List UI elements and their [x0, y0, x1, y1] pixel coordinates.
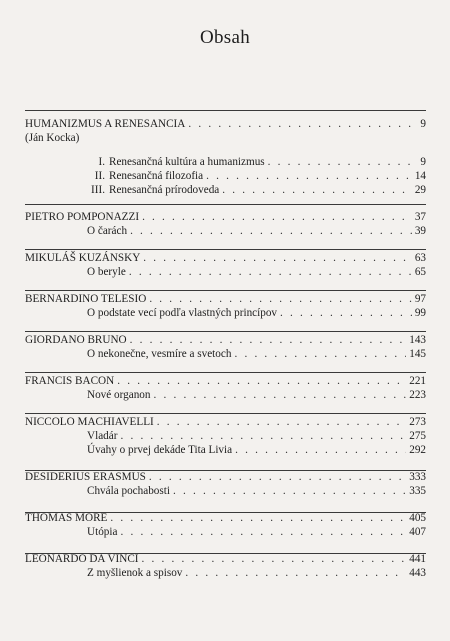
- toc-item-label: O čarách: [87, 225, 128, 237]
- toc-item[interactable]: [25, 347, 426, 361]
- page-number: 223: [409, 389, 426, 401]
- toc-section: [25, 374, 426, 402]
- dot-leader: [130, 333, 407, 347]
- toc-heading: HUMANIZMUS A RENESANCIA: [25, 118, 186, 130]
- dot-leader: [206, 169, 412, 183]
- toc-heading-entry[interactable]: [25, 292, 426, 306]
- page-number: 63: [414, 252, 426, 264]
- toc-heading: THOMAS MORE: [25, 512, 108, 524]
- page-title: Obsah: [199, 27, 251, 48]
- page-number: 145: [409, 348, 426, 360]
- toc-heading: LEONARDO DA VINCI: [25, 553, 139, 565]
- toc-section: [25, 552, 426, 580]
- dot-leader: [120, 525, 406, 539]
- section-rule: [25, 290, 426, 291]
- toc-heading-entry[interactable]: [25, 552, 426, 566]
- roman-numeral: III.: [91, 184, 105, 196]
- page-number: 333: [409, 471, 426, 483]
- toc-item-label: O beryle: [87, 266, 126, 278]
- dot-leader: [149, 292, 412, 306]
- toc-item[interactable]: [25, 484, 426, 498]
- page-number: 273: [409, 416, 426, 428]
- dot-leader: [117, 374, 406, 388]
- page-number: 405: [409, 512, 426, 524]
- toc-item[interactable]: [25, 224, 426, 238]
- dot-leader: [234, 347, 406, 361]
- section-rule: [25, 470, 426, 471]
- dot-leader: [142, 210, 412, 224]
- dot-leader: [142, 552, 407, 566]
- toc-section: [25, 210, 426, 238]
- toc-item[interactable]: [25, 265, 426, 279]
- toc-section: [25, 415, 426, 457]
- page-number: 275: [409, 430, 426, 442]
- toc-item-label: Renesančná prírodoveda: [109, 184, 220, 196]
- page-number: 65: [414, 266, 426, 278]
- page-number: 407: [409, 526, 426, 538]
- page-number: 14: [414, 170, 426, 182]
- dot-leader: [143, 251, 412, 265]
- toc-item[interactable]: [25, 155, 426, 169]
- dot-leader: [268, 155, 418, 169]
- page-number: 9: [420, 156, 426, 168]
- section-rule: [25, 372, 426, 373]
- dot-leader: [110, 511, 406, 525]
- toc-item[interactable]: [25, 169, 426, 183]
- page-number: 29: [414, 184, 426, 196]
- dot-leader: [173, 484, 406, 498]
- section-rule: [25, 512, 426, 513]
- toc-heading-entry[interactable]: [25, 251, 426, 265]
- toc-section: [25, 251, 426, 279]
- toc-heading: NICCOLO MACHIAVELLI: [25, 416, 154, 428]
- toc-item-label: O podstate vecí podľa vlastných princípov: [87, 307, 278, 319]
- toc-item[interactable]: [25, 566, 426, 580]
- toc-item[interactable]: [25, 429, 426, 443]
- toc-section: [25, 117, 426, 197]
- page-number: 292: [409, 444, 426, 456]
- page-number: 97: [414, 293, 426, 305]
- table-of-contents: [25, 117, 426, 593]
- toc-item[interactable]: [25, 388, 426, 402]
- toc-heading-entry[interactable]: [25, 470, 426, 484]
- toc-item-label: Chvála pochabosti: [87, 485, 170, 497]
- page-number: 39: [414, 225, 426, 237]
- page-number: 9: [420, 118, 426, 130]
- toc-section: [25, 292, 426, 320]
- toc-heading: PIETRO POMPONAZZI: [25, 211, 140, 223]
- toc-heading-entry[interactable]: [25, 415, 426, 429]
- dot-leader: [280, 306, 412, 320]
- toc-item[interactable]: [25, 183, 426, 197]
- section-rule: [25, 110, 426, 111]
- toc-item-label: Renesančná kultúra a humanizmus: [109, 156, 265, 168]
- toc-heading-entry[interactable]: [25, 210, 426, 224]
- toc-heading: BERNARDINO TELESIO: [25, 293, 147, 305]
- dot-leader: [235, 443, 406, 457]
- toc-item-label: Renesančná filozofia: [109, 170, 204, 182]
- page-number: 335: [409, 485, 426, 497]
- toc-item[interactable]: [25, 443, 426, 457]
- toc-heading-entry[interactable]: [25, 374, 426, 388]
- page-number: 143: [409, 334, 426, 346]
- dot-leader: [129, 265, 412, 279]
- toc-item-label: Nové organon: [87, 389, 151, 401]
- toc-heading: FRANCIS BACON: [25, 375, 115, 387]
- toc-item-label: Z myšlienok a spisov: [87, 567, 183, 579]
- dot-leader: [157, 415, 406, 429]
- toc-section: [25, 511, 426, 539]
- page-number: 37: [414, 211, 426, 223]
- toc-author: (Ján Kocka): [25, 132, 80, 144]
- toc-section: [25, 470, 426, 498]
- dot-leader: [185, 566, 406, 580]
- dot-leader: [222, 183, 412, 197]
- roman-numeral: II.: [94, 170, 105, 182]
- toc-item[interactable]: [25, 525, 426, 539]
- toc-heading-entry[interactable]: [25, 333, 426, 347]
- dot-leader: [188, 117, 417, 131]
- section-rule: [25, 331, 426, 332]
- toc-item[interactable]: [25, 306, 426, 320]
- toc-heading: GIORDANO BRUNO: [25, 334, 127, 346]
- roman-numeral: I.: [98, 156, 105, 168]
- section-rule: [25, 204, 426, 205]
- dot-leader: [120, 429, 406, 443]
- section-rule: [25, 249, 426, 250]
- section-rule: [25, 553, 426, 554]
- section-rule: [25, 413, 426, 414]
- toc-item-label: O nekonečne, vesmíre a svetoch: [87, 348, 232, 360]
- toc-heading: DESIDERIUS ERASMUS: [25, 471, 146, 483]
- toc-heading-entry[interactable]: [25, 117, 426, 131]
- page-number: 99: [414, 307, 426, 319]
- dot-leader: [149, 470, 406, 484]
- page-number: 441: [409, 553, 426, 565]
- page-number: 221: [409, 375, 426, 387]
- toc-item-label: Vladár: [87, 430, 118, 442]
- dot-leader: [154, 388, 407, 402]
- dot-leader: [130, 224, 412, 238]
- toc-item-label: Utópia: [87, 526, 118, 538]
- page-number: 443: [409, 567, 426, 579]
- toc-heading: MIKULÁŠ KUZÁNSKY: [25, 252, 141, 264]
- toc-heading-entry[interactable]: [25, 511, 426, 525]
- toc-item-label: Úvahy o prvej dekáde Tita Livia: [87, 444, 233, 456]
- toc-section: [25, 333, 426, 361]
